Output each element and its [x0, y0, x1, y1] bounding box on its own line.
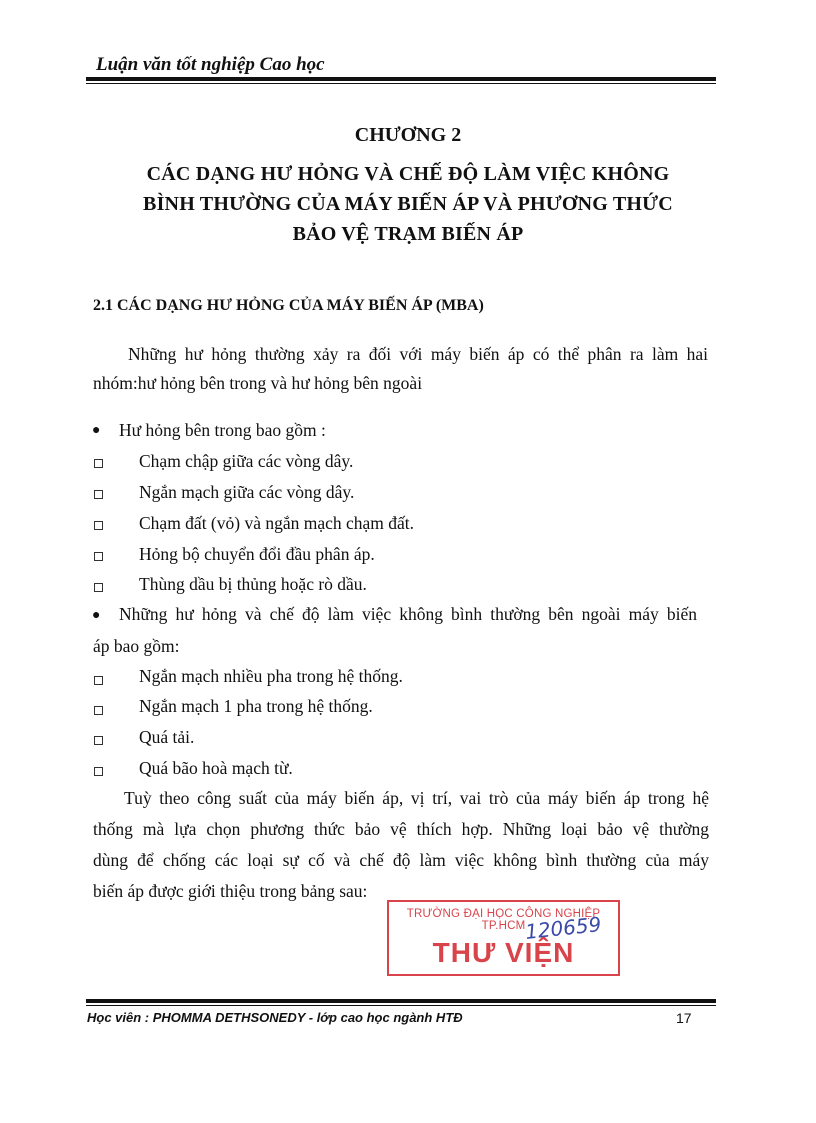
checkbox-square-icon [94, 552, 103, 561]
checkbox-square-icon [94, 459, 103, 468]
group1-title: Hư hỏng bên trong bao gồm : [119, 420, 326, 440]
chapter-label: CHƯƠNG 2 [354, 124, 462, 146]
group2-title-line-2: áp bao gồm: [93, 636, 180, 656]
page-number: 17 [676, 1010, 692, 1026]
footer-rule-thin [86, 1005, 716, 1006]
library-stamp [387, 900, 620, 976]
group1-item-4: Hỏng bộ chuyển đổi đầu phân áp. [139, 544, 375, 564]
footer-rule-thick [86, 999, 716, 1003]
closing-line-1: Tuỳ theo công suất của máy biến áp, vị trí, vai trò của máy biến áp trong hệ [124, 788, 709, 808]
checkbox-square-icon [94, 490, 103, 499]
group2-item-1: Ngắn mạch nhiều pha trong hệ thống. [139, 666, 403, 686]
group1-item-3: Chạm đất (vỏ) và ngắn mạch chạm đất. [139, 513, 415, 533]
section-heading: 2.1 CÁC DẠNG HƯ HỎNG CỦA MÁY BIẾN ÁP (MBA) [93, 297, 484, 314]
group2-title-line-1: Những hư hỏng và chế độ làm việc không bình thường bên ngoài máy biến [119, 604, 697, 624]
stamp-library-label: THƯ VIỆN [432, 937, 575, 968]
stamp-handwritten-number: 120659 [523, 912, 603, 944]
intro-line-2: nhóm:hư hỏng bên trong và hư hỏng bên ngoài [93, 373, 423, 393]
closing-line-2: thống mà lựa chọn phương thức bảo vệ thích hợp. Những loại bảo vệ thường [93, 819, 709, 839]
stamp-university: TRƯỜNG ĐẠI HỌC CÔNG NGHIỆP TP.HCM [406, 908, 601, 932]
footer-student: Học viên : PHOMMA DETHSONEDY - lớp cao học ngành HTĐ [87, 1010, 463, 1025]
bullet-dot-icon: ● [92, 608, 101, 623]
checkbox-square-icon [94, 736, 103, 745]
running-header: Luận văn tốt nghiệp Cao học [96, 54, 325, 75]
chapter-title-line-3: BẢO VỆ TRẠM BIẾN ÁP [292, 223, 524, 245]
group2-item-2: Ngắn mạch 1 pha trong hệ thống. [139, 696, 373, 716]
group1-item-1: Chạm chập giữa các vòng dây. [139, 451, 354, 471]
chapter-title-line-2: BÌNH THƯỜNG CỦA MÁY BIẾN ÁP VÀ PHƯƠNG THỨC [143, 193, 673, 215]
checkbox-square-icon [94, 583, 103, 592]
checkbox-square-icon [94, 676, 103, 685]
group2-item-4: Quá bão hoà mạch từ. [139, 758, 293, 778]
chapter-title-line-1: CÁC DẠNG HƯ HỎNG VÀ CHẾ ĐỘ LÀM VIỆC KHÔNG [146, 163, 670, 185]
group1-item-2: Ngắn mạch giữa các vòng dây. [139, 482, 355, 502]
intro-line-1: Những hư hỏng thường xảy ra đối với máy biến áp có thể phân ra làm hai [128, 344, 708, 364]
bullet-dot-icon: ● [92, 423, 101, 438]
header-rule-thick [86, 77, 716, 81]
checkbox-square-icon [94, 521, 103, 530]
closing-line-4: biến áp được giới thiệu trong bảng sau: [93, 881, 368, 901]
group2-item-3: Quá tải. [139, 727, 195, 747]
closing-line-3: dùng để chống các loại sự cố và chế độ làm việc không bình thường của máy [93, 850, 709, 870]
header-rule-thin [86, 83, 716, 84]
checkbox-square-icon [94, 706, 103, 715]
checkbox-square-icon [94, 767, 103, 776]
group1-item-5: Thùng dầu bị thủng hoặc rò dầu. [139, 574, 367, 594]
